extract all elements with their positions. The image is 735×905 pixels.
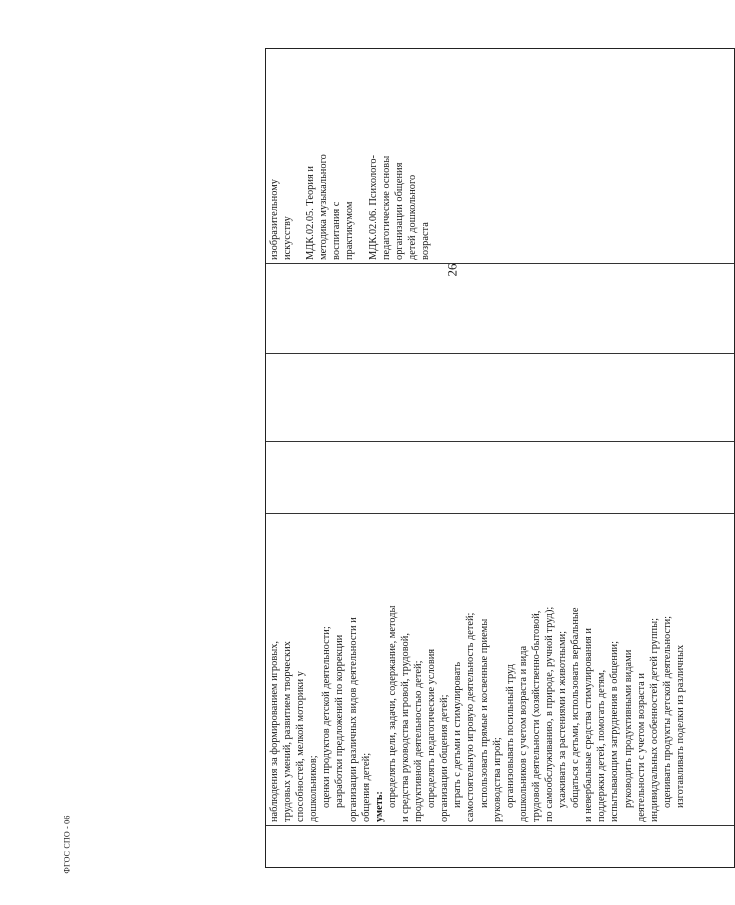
- table-cell-empty-2: [266, 353, 734, 441]
- table-cell-empty-3: [266, 263, 734, 353]
- modules-text: [266, 47, 432, 263]
- table-cell-modules: [266, 47, 734, 263]
- skills-line: поддержки детей, помогать детям,: [596, 669, 608, 822]
- skills-line: общения детей;: [360, 752, 372, 822]
- skills-line: организовывать посильный труд: [504, 664, 516, 808]
- table-cell-empty-1: [266, 441, 734, 513]
- skills-line: разработки предложений по коррекции: [334, 634, 346, 808]
- module-line: изобразительному: [269, 179, 280, 260]
- skills-line: ухаживать за растениями и животными;: [557, 630, 569, 808]
- skills-line: определять цели, задачи, содержание, методы: [386, 605, 398, 808]
- module-line: методика музыкального: [318, 154, 330, 260]
- module-line: МДК.02.05. Теория и: [305, 166, 317, 260]
- module-line: искусству: [282, 216, 294, 260]
- skills-line: оценивать продукты детской деятельности;: [661, 615, 673, 808]
- skills-line: испытывающим затруднения в общении;: [609, 641, 621, 822]
- skills-line: организации различных видов деятельности и: [347, 617, 359, 822]
- table-cell-skills: [266, 513, 734, 825]
- page-number: 26: [444, 263, 460, 277]
- skills-line: деятельности с учетом возраста и: [635, 673, 647, 822]
- skills-line: способностей, мелкой моторики у: [295, 671, 307, 822]
- module-line: организации общения: [393, 162, 405, 260]
- skills-line: дошкольников с учетом возраста и вида: [517, 645, 529, 822]
- skills-line: по самообслуживанию, в природе, ручной труд);: [543, 606, 555, 822]
- module-line: воспитания с: [331, 201, 343, 260]
- skills-line: и невербальные средства стимулирования и: [583, 628, 595, 822]
- skills-line: руководства игрой;: [491, 737, 503, 822]
- skills-line: изготавливать поделки из различных: [674, 644, 686, 808]
- skills-line: наблюдения за формированием игровых,: [269, 640, 280, 822]
- skills-line: определять педагогические условия: [426, 648, 438, 808]
- skills-line: использовать прямые и косвенные приемы: [478, 618, 490, 808]
- skills-line: оценки продуктов детской деятельности;: [321, 626, 333, 808]
- skills-line: индивидуальных особенностей детей группы;: [648, 618, 660, 822]
- module-line: детей дошкольного: [406, 174, 418, 260]
- skills-line: общаться с детьми, использовать вербальные: [570, 607, 582, 808]
- skills-line: руководить продуктивными видами: [622, 649, 634, 808]
- module-line: возраста: [419, 222, 431, 260]
- module-line: МДК.02.06. Психолого-: [367, 154, 379, 260]
- skills-line: организации общения детей;: [439, 694, 451, 822]
- skills-line: продуктивной деятельностью детей;: [413, 660, 425, 822]
- skills-text: [266, 514, 687, 825]
- competency-table: [265, 48, 735, 868]
- skills-line: уметь:: [373, 791, 385, 822]
- table-cell-index: [266, 825, 734, 867]
- rotated-table-frame: [265, 48, 735, 868]
- skills-line: дошкольников;: [308, 755, 320, 822]
- footer-code: ФГОС СПО - 06: [62, 815, 72, 874]
- skills-line: играть с детьми и стимулировать: [452, 661, 464, 808]
- module-line: педагогические основы: [380, 155, 392, 260]
- skills-line: самостоятельную игровую деятельность детей;: [465, 612, 477, 822]
- skills-line: и средства руководства игровой, трудовой,: [399, 633, 411, 822]
- skills-line: трудовых умений, развитием творческих: [282, 641, 294, 822]
- skills-line: трудовой деятельности (хозяйственно-бытовой,: [530, 610, 542, 822]
- module-line: практикумом: [344, 201, 356, 260]
